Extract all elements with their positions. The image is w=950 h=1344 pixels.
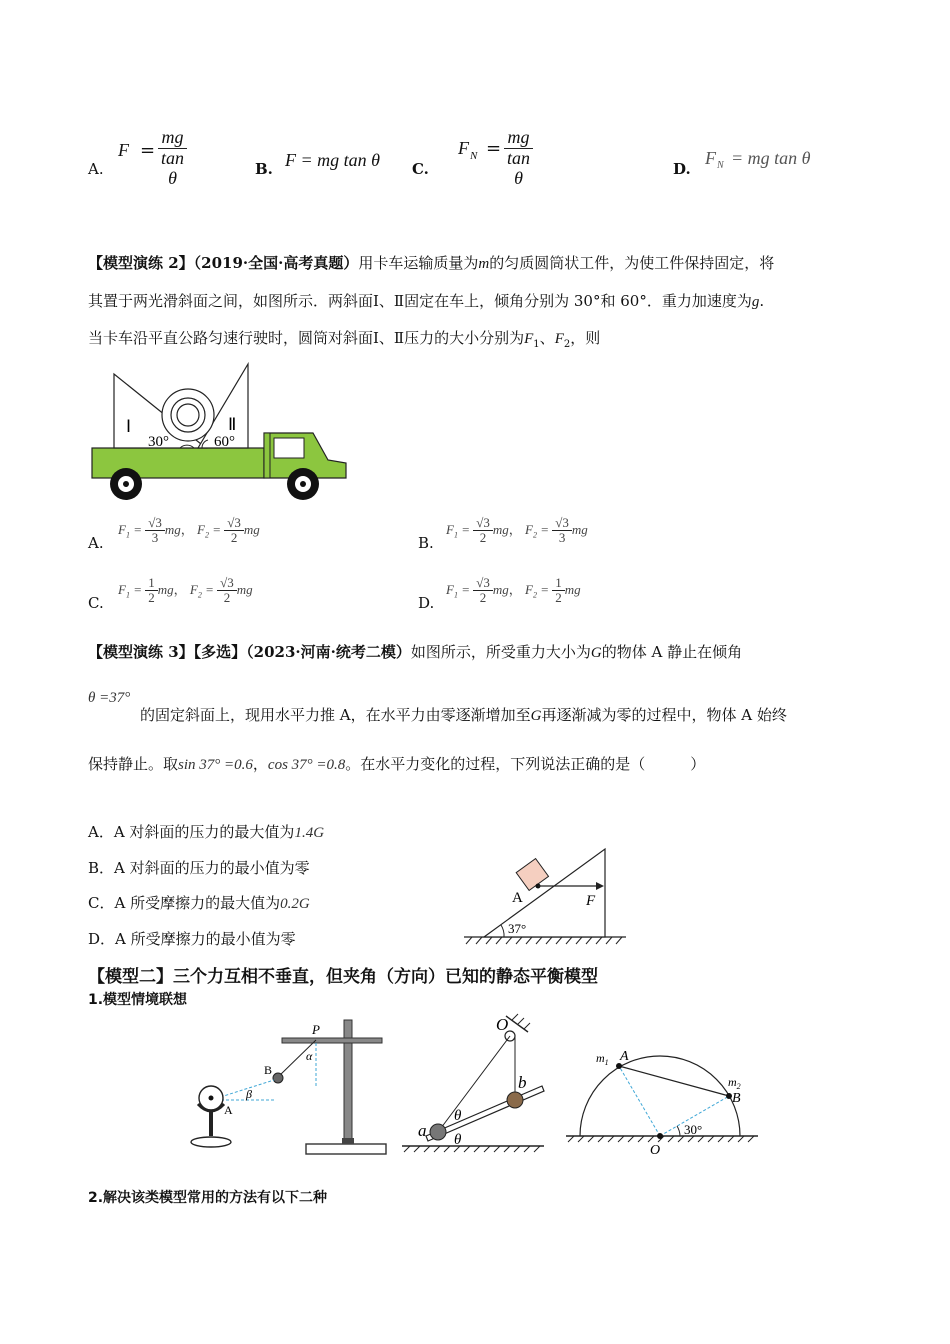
q3-option-b[interactable]: B．A 对斜面的压力的最小值为零 xyxy=(88,859,310,877)
q3-line-3: 保持静止。取sin 37° =0.6，cos 37° =0.8。在水平力变化的过程，下列说法正确的是（ ） xyxy=(88,755,706,773)
angle-60-label: 60° xyxy=(214,434,235,450)
formula-fraction: $\frac{mg}{\text{tan θ}}$ xyxy=(504,128,533,188)
q2-source: （2019·全国·高考真题） xyxy=(193,254,359,272)
section-title: 【模型二】三个力互相不垂直，但夹角（方向）已知的静态平衡模型 xyxy=(88,967,598,987)
q3-source: （2023·河南·统考二模） xyxy=(246,643,411,661)
ball-b-label: b xyxy=(518,1073,527,1092)
theta-label-1: θ xyxy=(454,1108,462,1124)
formula: F = mg tan θ xyxy=(285,150,380,170)
option-label: B. xyxy=(255,160,273,178)
sin-expression: sin 37° =0.6 xyxy=(178,757,253,773)
q3-line-1: 【模型演练 3】【多选】（2023·河南·统考二模）如图所示，所受重力大小为G的物体 A 静止在倾角 xyxy=(88,643,743,661)
formula-lhs: F xyxy=(705,148,716,168)
ball-a-label: a xyxy=(418,1121,427,1140)
option-label: A. xyxy=(88,160,104,178)
q2-line-3: 当卡车沿平直公路匀速行驶时，圆筒对斜面Ⅰ、Ⅱ压力的大小分别为$F_1$、$F_2$，则 xyxy=(88,329,601,350)
force-label: F xyxy=(586,893,596,909)
incline-block-figure xyxy=(462,845,630,945)
ball-b xyxy=(273,1073,283,1083)
point-o xyxy=(657,1133,663,1139)
formula-lhs: F xyxy=(458,138,469,158)
semicircle-figure xyxy=(562,1030,762,1158)
incline-2-label: Ⅱ xyxy=(228,415,237,434)
point-b-label: B xyxy=(264,1063,273,1077)
option-label: C. xyxy=(88,594,104,612)
point-a-label: A xyxy=(224,1103,233,1117)
q3-line-2: 的固定斜面上，现用水平力推 A，在水平力由零逐渐增加至G再逐渐减为零的过程中，物体 A 始终 xyxy=(140,706,787,724)
cos-expression: cos 37° =0.8 xyxy=(267,757,346,773)
pendulum-stand-figure xyxy=(186,1018,396,1160)
q3-option-d[interactable]: D．A 所受摩擦力的最小值为零 xyxy=(88,930,296,948)
angle-30-label: 30° xyxy=(148,434,169,450)
angle-label: 37° xyxy=(508,921,527,936)
formula-lhs: F xyxy=(118,140,129,160)
m1-label: $m_1$ xyxy=(596,1051,609,1067)
point-b-label: B xyxy=(732,1091,741,1106)
subsection-2: 2.解决该类模型常用的方法有以下二种 xyxy=(88,1190,328,1206)
option-label: C. xyxy=(412,160,429,178)
point-p-label: P xyxy=(312,1022,320,1037)
angle-label: 30° xyxy=(684,1122,703,1137)
beta-label: β xyxy=(246,1087,252,1101)
q2-tag: 【模型演练 2】 xyxy=(88,254,194,272)
wheel-front xyxy=(287,468,319,500)
rod-balls-figure xyxy=(398,1012,548,1154)
q2-line-1: 【模型演练 2】（2019·全国·高考真题）用卡车运输质量为m的匀质圆筒状工件，为使工件保持固定，将 xyxy=(88,254,775,272)
option-label: D. xyxy=(673,160,691,178)
formula-fraction: $\frac{mg}{\text{tan θ}}$ xyxy=(158,128,187,188)
point-a-label: A xyxy=(620,1049,629,1064)
incline-1-label: Ⅰ xyxy=(126,417,132,436)
point-o-label: O xyxy=(650,1143,661,1158)
block-label: A xyxy=(512,890,523,906)
q3-option-c[interactable]: C．A 所受摩擦力的最大值为0.2G xyxy=(88,894,310,912)
semicircle xyxy=(580,1056,740,1136)
q2-line-2: 其置于两光滑斜面之间，如图所示．两斜面Ⅰ、Ⅱ固定在车上，倾角分别为 30°和 60°．重力加速度为g. xyxy=(88,292,765,310)
theta-expression: θ =37° xyxy=(88,690,131,706)
subsection-1: 1.模型情境联想 xyxy=(88,992,188,1008)
ball-b xyxy=(507,1092,523,1108)
option-label: B. xyxy=(418,534,434,552)
cab-window xyxy=(274,438,304,458)
ball-a xyxy=(430,1124,446,1140)
m2-label: $m_2$ xyxy=(728,1075,741,1091)
theta-label-2: θ xyxy=(454,1132,462,1148)
string-ab xyxy=(619,1066,729,1096)
q3-tag: 【模型演练 3】【多选】 xyxy=(88,643,247,661)
option-label: A. xyxy=(88,534,104,552)
point-o-label: O xyxy=(496,1015,509,1034)
option-label: D. xyxy=(418,594,435,612)
alpha-label: α xyxy=(306,1049,313,1063)
truck-figure xyxy=(88,360,353,502)
q3-option-a[interactable]: A．A 对斜面的压力的最大值为1.4G xyxy=(88,823,325,841)
wheel-rear xyxy=(110,468,142,500)
